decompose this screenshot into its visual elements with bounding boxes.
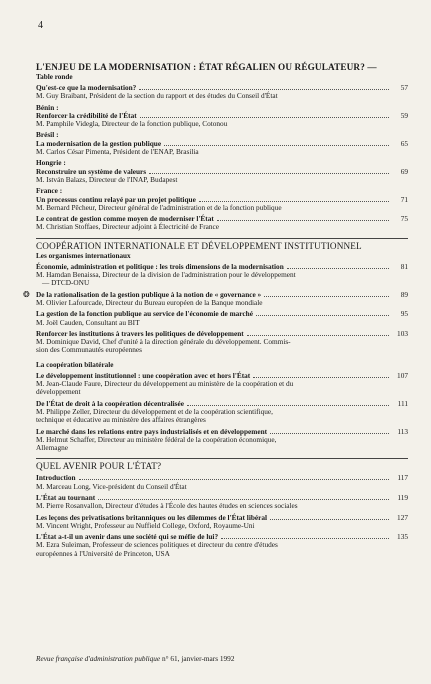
- entry-title: Économie, administration et politique : les trois dimensions de la modernisation: [36, 261, 284, 271]
- footer: [36, 654, 234, 663]
- entry-author: M. Helmut Schaffer, Directeur au ministère fédéral de la coopération économique,: [36, 434, 277, 444]
- list-item: [36, 84, 408, 101]
- entry-author: M. Dominique David, Chef d'unité à la direction générale du développement. Commis-: [36, 337, 291, 347]
- page-number: 4: [38, 20, 43, 31]
- entry-page: 57: [400, 83, 408, 92]
- entry-title: Renforcer les institutions à travers les politiques de développement: [36, 328, 244, 338]
- list-item: [36, 263, 408, 288]
- list-item: [36, 215, 408, 232]
- entry-title: L'État au tournant: [36, 492, 96, 502]
- entry-title: Les leçons des privatisations britanniques ou les dilemmes de l'État libéral: [36, 512, 268, 522]
- list-item: [36, 533, 408, 558]
- entry-author: M. Philippe Zeller, Directeur du développement et de la coopération scientifique,: [36, 406, 273, 416]
- entry-page: 95: [400, 309, 408, 319]
- entry-author: développement: [36, 387, 81, 397]
- entry-page: 111: [397, 398, 408, 408]
- list-item: [36, 372, 408, 397]
- entry-author: M. István Balazs, Directeur de l'INAP, Budapest: [36, 174, 178, 184]
- entry-title: La gestion de la fonction publique au service de l'économie de marché: [36, 309, 253, 319]
- entry-author: M. Pierre Rosanvallon, Directeur d'études à l'École des hautes études en sciences sociales: [36, 501, 298, 511]
- entry-country: Hongrie :: [36, 158, 66, 168]
- section-modernisation: [36, 62, 408, 232]
- entry-title: Introduction: [36, 473, 76, 483]
- entry-author: M. Jean-Claude Faure, Directeur du développement au ministère de la coopération et du: [36, 379, 294, 389]
- entry-page: 135: [397, 532, 408, 542]
- divider: [36, 238, 408, 239]
- entry-page: 113: [397, 426, 408, 436]
- entry-author: M. Christian Stoffaes, Directeur adjoint à Électricité de France: [36, 222, 220, 232]
- entry-page: 119: [397, 492, 408, 502]
- entry-page: 127: [397, 512, 408, 522]
- entry-title: De la rationalisation de la gestion publique à la notion de « governance »: [36, 289, 262, 299]
- entry-page: 103: [397, 328, 408, 338]
- section-subtitle: Table ronde: [36, 73, 73, 81]
- entry-title: Renforcer la crédibilité de l'État: [36, 110, 137, 120]
- list-item: [36, 494, 408, 511]
- entry-title: Le marché dans les relations entre pays industrialisés et en développement: [36, 426, 268, 436]
- divider: [36, 458, 408, 459]
- list-item: [23, 289, 408, 308]
- entry-author: M. Hamdan Benaissa, Directeur de la division de l'administration pour le développement: [36, 270, 296, 280]
- entry-title: Reconstruire un système de valeurs: [36, 166, 147, 176]
- entry-page: 59: [400, 110, 408, 120]
- entry-author: M. Guy Braibant, Président de la section du rapport et des études du Conseil d'État: [36, 91, 278, 101]
- entry-page: 75: [400, 214, 408, 224]
- entry-author: M. Marceau Long, Vice-président du Conseil d'État: [36, 481, 187, 491]
- section-title: COOPÉRATION INTERNATIONALE ET DÉVELOPPEMENT INSTITUTIONNEL: [36, 240, 362, 251]
- entry-author: Allemagne: [36, 443, 69, 453]
- table-of-contents: [23, 62, 408, 564]
- entry-page: 65: [400, 138, 408, 148]
- entry-page: 107: [397, 370, 408, 380]
- entry-title: Le développement institutionnel : une coopération avec et hors l'État: [36, 370, 251, 380]
- entry-title: La modernisation de la gestion publique: [36, 138, 162, 148]
- list-item: [36, 131, 408, 156]
- entry-author: européennes à l'Université de Princeton, USA: [36, 548, 170, 558]
- list-item: [36, 104, 408, 129]
- entry-title: Le contrat de gestion comme moyen de moderniser l'État: [36, 214, 214, 224]
- entry-page: 71: [400, 194, 408, 204]
- list-item: [36, 330, 408, 355]
- section-title: L'ENJEU DE LA MODERNISATION : ÉTAT RÉGALIEN OU RÉGULATEUR? —: [36, 62, 377, 72]
- journal-issue: n° 61, janvier-mars 1992: [160, 654, 235, 663]
- list-item: [36, 400, 408, 425]
- section-title: QUEL AVENIR POUR L'ÉTAT?: [36, 461, 162, 472]
- entry-page: 117: [397, 473, 408, 483]
- list-item: [36, 187, 408, 212]
- entry-country: France :: [36, 186, 63, 196]
- entry-author: M. Pamphile Videgla, Directeur de la fonction publique, Cotonou: [36, 119, 228, 129]
- entry-author: M. Vincent Wright, Professeur au Nuffield College, Oxford, Royaume-Uni: [36, 520, 255, 530]
- entry-author: technique et éducative au ministère des affaires étrangères: [36, 415, 206, 425]
- list-item: [36, 428, 408, 453]
- entry-author: M. Ezra Suleiman, Professeur de sciences politiques et directeur du centre d'études: [36, 540, 278, 550]
- section-subtitle: La coopération bilatérale: [36, 360, 114, 369]
- entry-author: sion des Communautés européennes: [36, 345, 142, 355]
- list-item: [36, 474, 408, 491]
- bullet-marker-icon: ❂: [23, 289, 30, 299]
- section-subtitle: Les organismes internationaux: [36, 251, 131, 260]
- entry-title: Un processus continu relayé par un projet politique: [36, 194, 196, 204]
- entry-author: M. Olivier Lafourcade, Directeur du Bureau européen de la Banque mondiale: [36, 297, 263, 307]
- section-avenir: [36, 461, 408, 558]
- entry-title: De l'État de droit à la coopération décentralisée: [36, 398, 185, 408]
- entry-author: M. Joël Cauden, Consultant au BIT: [36, 317, 140, 327]
- section-cooperation: [23, 240, 408, 453]
- entry-page: 69: [400, 166, 408, 176]
- entry-page: 81: [400, 261, 408, 271]
- list-item: [36, 310, 408, 327]
- entry-country: Bénin :: [36, 102, 59, 112]
- entry-country: Brésil :: [36, 130, 59, 140]
- list-item: [36, 159, 408, 184]
- list-item: [36, 514, 408, 531]
- entry-author: M. Carlos César Pimenta, Président de l'ENAP, Brasilia: [36, 147, 199, 157]
- entry-author: M. Bernard Pêcheur, Directeur général de l'administration et de la fonction publique: [36, 202, 282, 212]
- entry-page: 89: [400, 289, 408, 299]
- journal-name: Revue française d'administration publique: [36, 654, 161, 663]
- entry-title: L'État a-t-il un avenir dans une société qui se méfie de lui?: [36, 532, 219, 542]
- entry-author: — DTCD-ONU: [42, 278, 90, 288]
- entry-title: Qu'est-ce que la modernisation?: [36, 83, 137, 92]
